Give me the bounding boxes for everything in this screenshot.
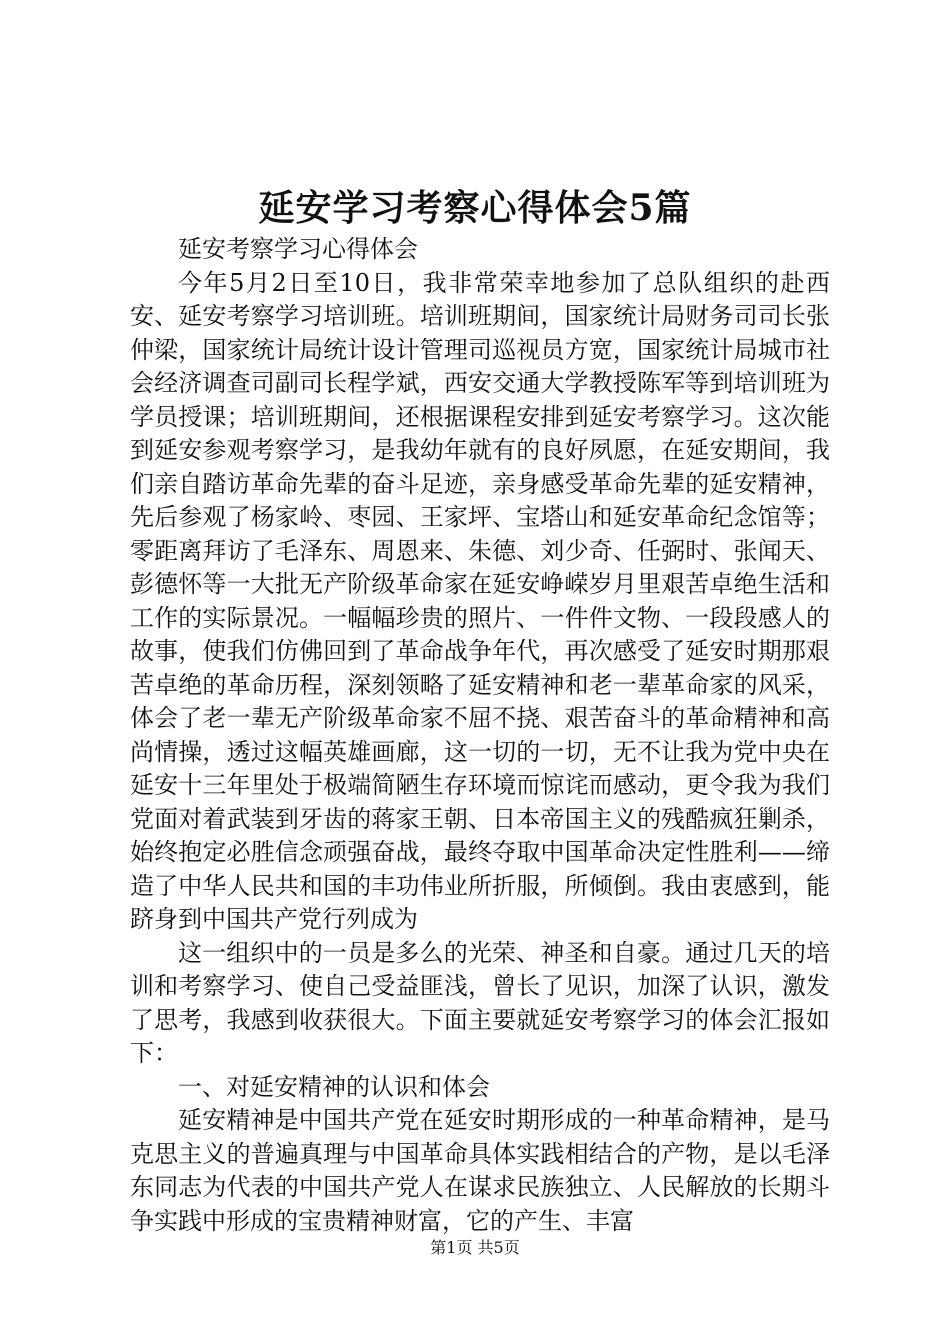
body-paragraph: 延安精神是中国共产党在延安时期形成的一种革命精神，是马克思主义的普遍真理与中国革命具体实践相结合的产物，是以毛泽东同志为代表的中国共产党人在谋求民族独立、人民解放的长期斗争实践中形成的宝贵精神财富，它的产生、丰富 xyxy=(130,1106,830,1235)
document-body xyxy=(130,233,830,1238)
body-paragraph: 今年5月2日至10日，我非常荣幸地参加了总队组织的赴西安、延安考察学习培训班。培训班期间，国家统计局财务司司长张仲梁，国家统计局统计设计管理司巡视员方宽，国家统计局城市社会经济调查司副司长程学斌，西安交通大学教授陈军等到培训班为学员授课；培训班期间，还根据课程安排到延安考察学习。这次能到延安参观考察学习，是我幼年就有的良好夙愿，在延安期间，我们亲自踏访革命先辈的奋斗足迹，亲身感受革命先辈的延安精神，先后参观了杨家岭、枣园、王家坪、宝塔山和延安革命纪念馆等；零距离拜访了毛泽东、周恩来、朱德、刘少奇、任弼时、张闻天、彭德怀等一大批无产阶级革命家在延安峥嵘岁月里艰苦卓绝生活和工作的实际景况。一幅幅珍贵的照片、一件件文物、一段段感人的故事，使我们仿佛回到了革命战争年代，再次感受了延安时期那艰苦卓绝的革命历程，深刻领略了延安精神和老一辈革命家的风采，体会了老一辈无产阶级革命家不屈不挠、艰苦奋斗的革命精神和高尚情操，透过这幅英雄画廊，这一切的一切，无不让我为党中央在延安十三年里处于极端简陋生存环境而惊诧而感动，更令我为我们党面对着武装到牙齿的蒋家王朝、日本帝国主义的残酷疯狂剿杀，始终抱定必胜信念顽强奋战，最终夺取中国革命决定性胜利——缔造了中华人民共和国的丰功伟业所折服，所倾倒。我由衷感到，能跻身到中国共产党行列成为 xyxy=(130,268,830,933)
body-paragraph: 这一组织中的一员是多么的光荣、神圣和自豪。通过几天的培训和考察学习、使自己受益匪浅，曾长了见识，加深了认识，激发了思考，我感到收获很大。下面主要就延安考察学习的体会汇报如下： xyxy=(130,938,830,1067)
document-title: 延安学习考察心得体会5篇 xyxy=(258,187,692,229)
subtitle-paragraph: 延安考察学习心得体会 xyxy=(178,235,418,263)
section-heading: 一、对延安精神的认识和体会 xyxy=(178,1072,490,1101)
page-footer: 第1页 共5页 xyxy=(430,1238,520,1257)
